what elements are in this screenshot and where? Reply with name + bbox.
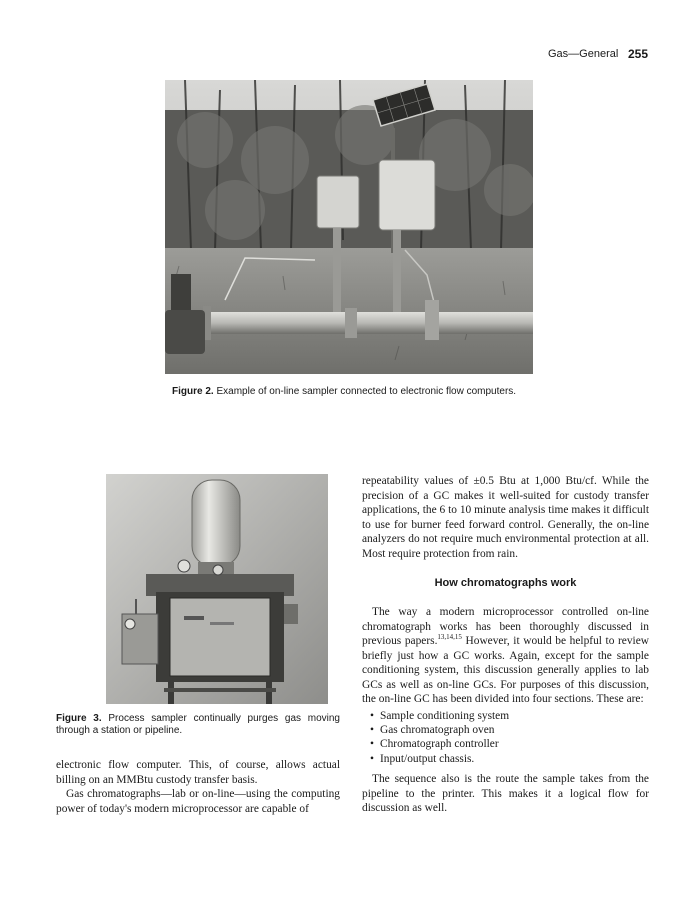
right-paragraph-2 bbox=[362, 605, 649, 707]
list-item: • Input/output chassis. bbox=[370, 752, 650, 766]
left-paragraph-2: Gas chromatographs—lab or on-line—using the computing power of today's modern microprocessor are capable of bbox=[56, 788, 340, 815]
figure-2-text: Example of on-line sampler connected to electronic flow computers. bbox=[216, 386, 517, 397]
left-paragraph-1: electronic flow computer. This, of course, allows actual billing on an MMBtu custody transfer basis. bbox=[56, 759, 340, 786]
figure-3-caption bbox=[56, 713, 340, 737]
figure-2-caption bbox=[172, 386, 592, 397]
right-paragraph-1: repeatability values of ±0.5 Btu at 1,000 Btu/cf. While the precision of a GC makes it well-suited for custody transfer applications, the 6 to 10 minute analysis time makes it difficult to use for burner feed forward control. Generally, the on-line analyzers do not require much environmental protection at all. Most require protection from rain. bbox=[362, 475, 649, 560]
figure-3-photo bbox=[106, 474, 328, 704]
section-heading: How chromatographs work bbox=[434, 577, 577, 589]
figure-3-label: Figure 3. bbox=[56, 713, 102, 724]
running-head: Gas—General bbox=[548, 48, 619, 60]
list-item: • Chromatograph controller bbox=[370, 737, 650, 751]
reference-superscript: 13,14,15 bbox=[437, 633, 462, 642]
paragraph-text-continued: However, it would be helpful to review briefly just how a GC works. Again, except for the sample conditioning system, this discussion generally applies to lab GCs as well as on-line GCs. For purposes of this discussion, the on-line GC has been divided into four sections. These are: bbox=[362, 635, 649, 705]
figure-2-photo bbox=[165, 80, 533, 374]
page-number: 255 bbox=[628, 47, 649, 61]
paragraph-text: The way a modern microprocessor controlled on-line chromatograph works has been thoroughly discussed in previous papers. bbox=[362, 606, 649, 647]
list-item: • Gas chromatograph oven bbox=[370, 723, 650, 737]
figure-3-text: Process sampler continually purges gas moving through a station or pipeline. bbox=[56, 713, 340, 736]
figure-2-label: Figure 2. bbox=[172, 386, 214, 397]
section-list bbox=[370, 709, 650, 766]
list-item: • Sample conditioning system bbox=[370, 709, 650, 723]
right-paragraph-3: The sequence also is the route the sample takes from the pipeline to the printer. This makes it a logical flow for discussion as well. bbox=[362, 773, 649, 814]
